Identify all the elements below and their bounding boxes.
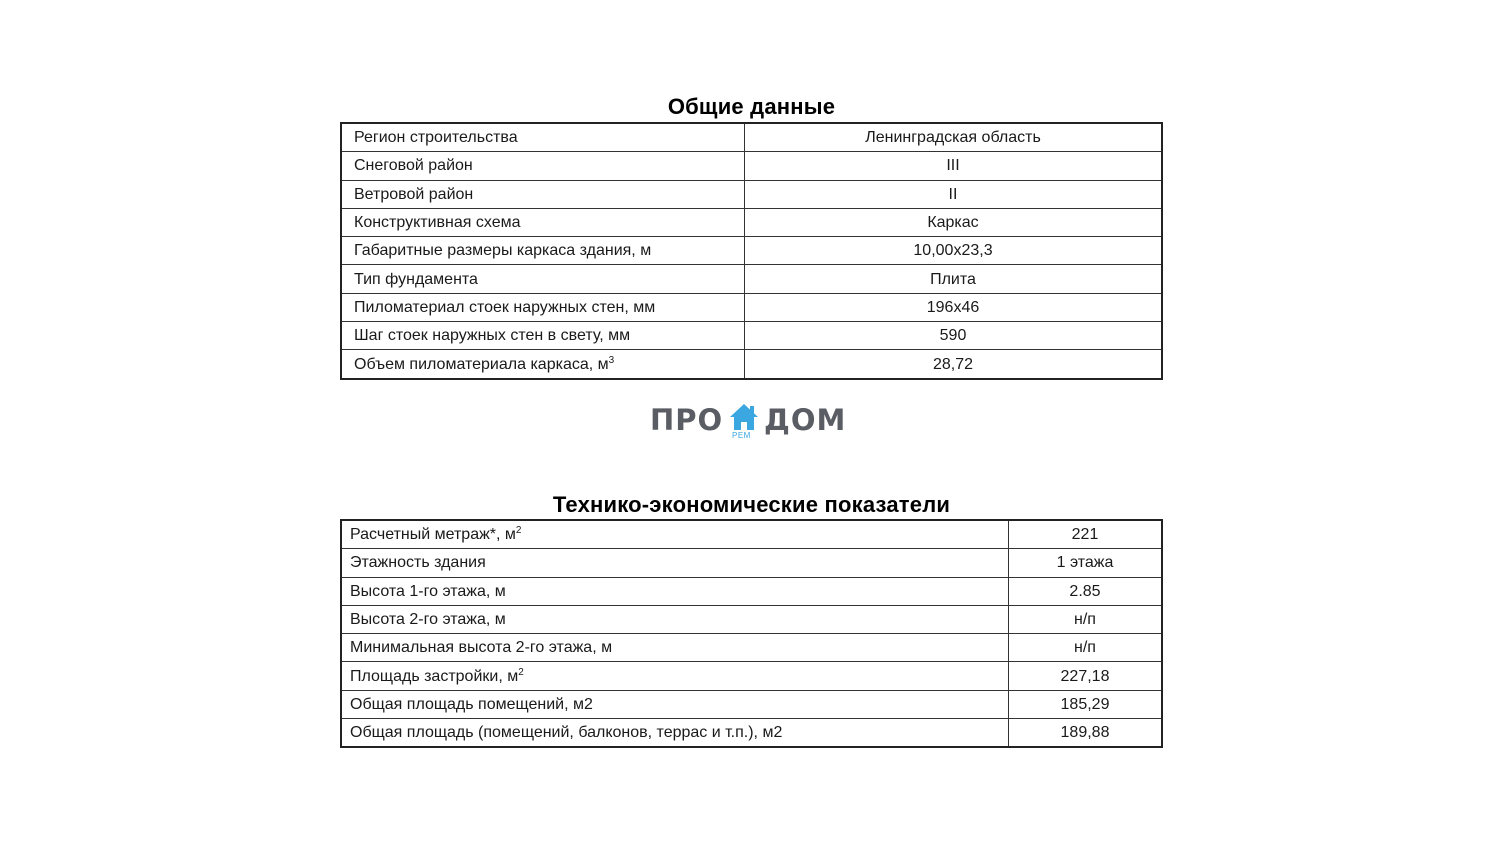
row-label: Высота 1-го этажа, м [341,577,1009,605]
row-label [341,662,1009,690]
row-value: 28,72 [745,350,1163,379]
row-value: 2.85 [1009,577,1163,605]
table-row [341,577,1162,605]
tech-indicators-table [340,519,1163,748]
pro-dom-logo [648,400,852,446]
row-label: Общая площадь (помещений, балконов, террас и т.п.), м2 [341,719,1009,748]
row-value: 185,29 [1009,690,1163,718]
row-label: Шаг стоек наружных стен в свету, мм [341,322,745,350]
unit-superscript: 3 [608,354,615,366]
row-label-text: Площадь застройки, м [350,667,519,685]
row-value: 227,18 [1009,662,1163,690]
unit-superscript: 2 [515,525,522,537]
row-label: Снеговой район [341,152,745,180]
general-data-title: Общие данные [667,94,836,119]
row-label-text: Объем пиломатериала каркаса, м [354,355,609,373]
table-row [341,180,1162,208]
logo-word-left: ПРО [650,403,724,437]
row-value: Каркас [745,208,1163,236]
table-row [341,605,1162,633]
table-row [341,634,1162,662]
row-value: 10,00х23,3 [745,237,1163,265]
row-label: Высота 2-го этажа, м [341,605,1009,633]
logo-word-right: ДОМ [764,403,847,437]
house-icon [728,402,760,432]
row-label: Конструктивная схема [341,208,745,236]
logo-subtext: РЕМ [732,431,751,440]
table-row [341,237,1162,265]
table-row [341,322,1162,350]
row-value: 196х46 [745,293,1163,321]
row-value: Ленинградская область [745,123,1163,152]
unit-superscript: 2 [518,666,524,678]
table-row [341,350,1162,379]
table-row [341,549,1162,577]
row-value: 1 этажа [1009,549,1163,577]
row-label: Минимальная высота 2-го этажа, м [341,634,1009,662]
table-row [341,293,1162,321]
tech-indicators-title: Технико-экономические показатели [552,492,951,517]
table-row [341,123,1162,152]
row-label: Пиломатериал стоек наружных стен, мм [341,293,745,321]
table-row [341,719,1162,748]
row-label-text: Расчетный метраж*, м [350,526,516,544]
table-row [341,520,1162,549]
row-label: Общая площадь помещений, м2 [341,690,1009,718]
row-label: Ветровой район [341,180,745,208]
row-label: Тип фундамента [341,265,745,293]
general-data-table [340,122,1163,380]
row-value: III [745,152,1163,180]
row-label: Этажность здания [341,549,1009,577]
row-value: н/п [1009,605,1163,633]
table-row [341,152,1162,180]
row-value: н/п [1009,634,1163,662]
table-row [341,265,1162,293]
table-row [341,662,1162,690]
row-value: II [745,180,1163,208]
row-value: Плита [745,265,1163,293]
row-value: 590 [745,322,1163,350]
row-label [341,520,1009,549]
table-row [341,690,1162,718]
row-value: 189,88 [1009,719,1163,748]
row-label: Регион строительства [341,123,745,152]
table-row [341,208,1162,236]
row-value: 221 [1009,520,1163,549]
row-label [341,350,745,379]
row-label: Габаритные размеры каркаса здания, м [341,237,745,265]
